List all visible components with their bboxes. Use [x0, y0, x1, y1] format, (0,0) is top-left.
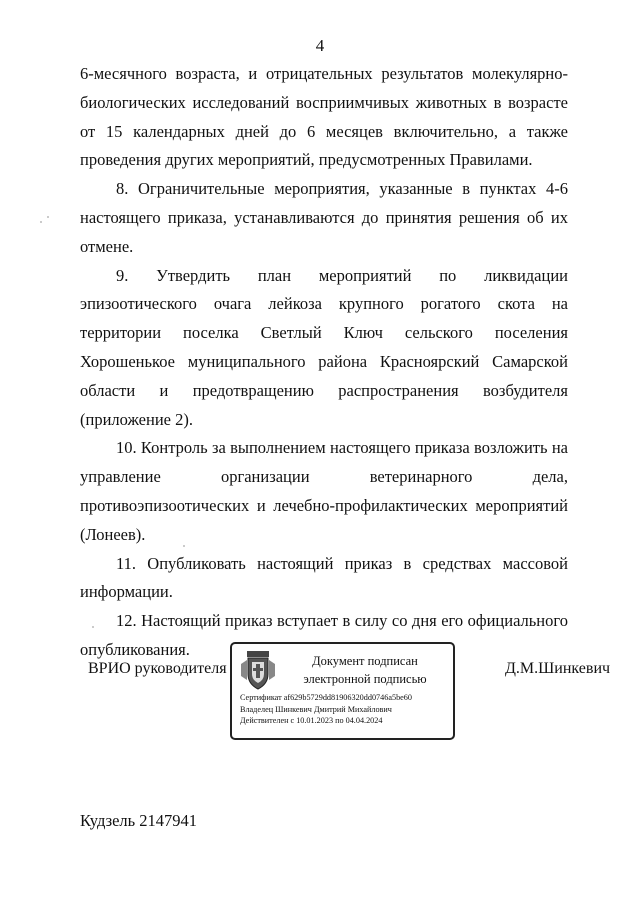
signature-name: Д.М.Шинкевич: [505, 660, 611, 677]
electronic-signature-stamp: [230, 642, 455, 740]
scan-speck: [92, 626, 94, 628]
page-number: 4: [315, 36, 325, 55]
scan-speck: [40, 221, 42, 223]
paragraph-8: 8. Ограничительные мероприятия, указанные в пунктах 4-6 настоящего приказа, устанавливаются до принятия решения об их отмене.: [80, 179, 568, 256]
paragraph-10: 10. Контроль за выполнением настоящего приказа возложить на управление организации ветеринарного дела, противоэпизоотических и лечебно-профилактических мероприятий (Лонеев).: [80, 438, 568, 544]
paragraph-continuation: 6-месячного возраста, и отрицательных результатов молекулярно-биологических исследований восприимчивых животных в возрасте от 15 календарных дней до 6 месяцев включительно, а также проведения других мероприятий, предусмотренных Правилами.: [80, 64, 568, 170]
executor-info: Кудзель 2147941: [80, 811, 198, 830]
coat-of-arms-icon: [238, 650, 278, 692]
stamp-validity: Действителен с 10.01.2023 по 04.04.2024: [240, 716, 383, 725]
stamp-title-line2: электронной подписью: [303, 672, 427, 686]
scan-speck: [183, 545, 185, 547]
scan-speck: [47, 216, 49, 218]
signature-position: ВРИО руководителя: [88, 660, 227, 677]
stamp-owner: Владелец Шинкевич Дмитрий Михайлович: [240, 704, 392, 714]
paragraph-9: 9. Утвердить план мероприятий по ликвидации эпизоотического очага лейкоза крупного рогатого скота на территории поселка Светлый Ключ сельского поселения Хорошенькое муниципального района Красноярский Самарской области и предотвращению распространения возбудителя (приложение 2).: [80, 265, 568, 429]
document-body: [80, 60, 568, 665]
stamp-title-line1: Документ подписан: [312, 654, 418, 668]
paragraph-12: 12. Настоящий приказ вступает в силу со дня его официального опубликования.: [80, 611, 568, 659]
paragraph-11: 11. Опубликовать настоящий приказ в средствах массовой информации.: [80, 553, 568, 602]
stamp-certificate: Сертификат af629b5729dd81906320dd0746a5be60: [240, 693, 412, 702]
